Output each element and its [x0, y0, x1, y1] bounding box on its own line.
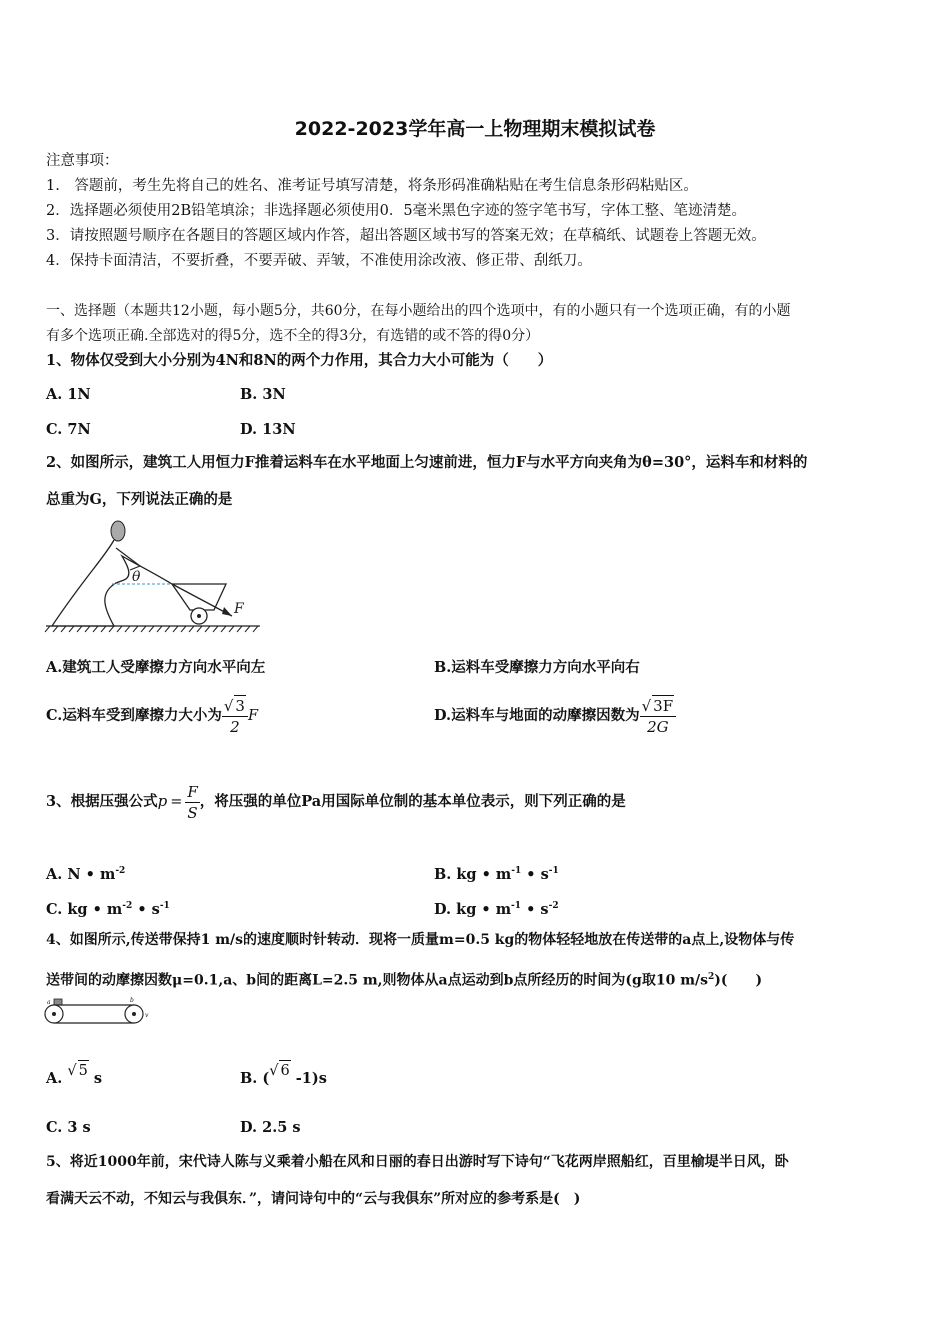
section-heading-line-2: 有多个选项正确.全部选对的得5分，选不全的得3分，有选错的或不答的得0分） [46, 328, 540, 344]
q2-stem-line-2: 总重为G，下列说法正确的是 [46, 491, 233, 508]
q4-option-a[interactable]: A. √ 5 s [46, 1068, 102, 1089]
q1-option-b[interactable]: B. 3N [240, 386, 286, 403]
velocity-v-label: v [145, 1012, 149, 1019]
q1-option-d[interactable]: D. 13N [240, 421, 296, 438]
page-title: 2022-2023学年高一上物理期末模拟试卷 [294, 118, 656, 140]
q3-equals: = [170, 794, 183, 810]
q3-p-symbol: p [157, 792, 168, 810]
notice-heading: 注意事项： [46, 153, 119, 169]
q1-option-c[interactable]: C. 7N [46, 421, 91, 438]
q4-stem-line-2: 送带间的动摩擦因数μ=0.1,a、b间的距离L=2.5 m,则物体从a点运动到b点所经历的时间为(g取10 $m/s^2$)( ) [46, 972, 763, 989]
ground-hatching [45, 626, 258, 632]
point-a-label: a [47, 999, 51, 1006]
conveyor-belt-figure [44, 996, 154, 1026]
q1-stem: 1、物体仅受到大小分别为4N和8N的两个力作用，其合力大小可能为（ ） [46, 352, 553, 369]
section-heading-line-1: 一、选择题（本题共12小题，每小题5分，共60分，在每小题给出的四个选项中，有的小题只有一个选项正确，有的小题 [46, 303, 791, 319]
q3-formula-fraction: $\frac{F}{S}$ [187, 782, 198, 822]
q2-option-a[interactable]: A.建筑工人受摩擦力方向水平向左 [46, 659, 266, 676]
q3-option-b[interactable]: B. kg • $m^{-1}$ • $s^{-1}$ [434, 865, 559, 883]
q3-stem-suffix: ，将压强的单位Pa用国际单位制的基本单位表示，则下列正确的是 [199, 793, 626, 810]
theta-label: θ [132, 569, 141, 585]
notice-item-4: 4．保持卡面清洁，不要折叠，不要弄破、弄皱，不准使用涂改液、修正带、刮纸刀。 [46, 253, 592, 269]
notice-item-1: 1. 答题前，考生先将自己的姓名、准考证号填写清楚，将条形码准确粘贴在考生信息条形码粘贴区。 [46, 178, 698, 194]
q3-option-d[interactable]: D. kg • $m^{-1}$ • $s^{-2}$ [434, 900, 559, 918]
worker-head-icon [111, 521, 125, 541]
q1-option-a[interactable]: A. 1N [46, 386, 91, 403]
q3-option-a[interactable]: A. N • $m^{-2}$ [46, 865, 126, 883]
q3-stem-prefix: 3、根据压强公式 [46, 793, 158, 810]
notice-item-3: 3．请按照题号顺序在各题目的答题区域内作答，超出答题区域书写的答案无效；在草稿纸、试题卷上答题无效。 [46, 228, 766, 244]
q2-option-c[interactable] [46, 695, 258, 737]
q2-option-c-text: C.运料车受到摩擦力大小为 [46, 707, 222, 724]
q2-option-d[interactable] [434, 695, 676, 737]
q4-option-d[interactable]: D. 2.5 s [240, 1119, 301, 1136]
q4-option-b[interactable]: B. (√ 6 -1)s [240, 1068, 327, 1089]
notice-item-2: 2．选择题必须使用2B铅笔填涂；非选择题必须使用0．5毫米黑色字迹的签字笔书写，字体工整、笔迹清楚。 [46, 203, 747, 219]
q2-option-d-fraction: $\frac{√ 3F}{2G}$ [640, 695, 677, 737]
cart-push-figure [44, 518, 264, 636]
q2-option-d-text: D.运料车与地面的动摩擦因数为 [434, 707, 640, 724]
q2-option-c-fraction: $\frac{√ 3}{2}$ [222, 695, 248, 737]
q2-stem-line-1: 2、如图所示，建筑工人用恒力F推着运料车在水平地面上匀速前进，恒力F与水平方向夹角为θ=30°，运料车和材料的 [46, 454, 808, 471]
q2-option-b[interactable]: B.运料车受摩擦力方向水平向右 [434, 659, 640, 676]
point-b-label: b [130, 997, 134, 1004]
q5-stem-line-1: 5、将近1000年前，宋代诗人陈与义乘着小船在风和日丽的春日出游时写下诗句“飞花两岸照船红，百里榆堤半日风，卧 [46, 1154, 789, 1170]
force-f-label: F [234, 601, 244, 617]
q2-option-c-var: F [247, 708, 259, 724]
q3-stem [46, 780, 626, 823]
q5-stem-line-2: 看满天云不动，不知云与我俱东．”，请问诗句中的“云与我俱东”所对应的参考系是( ) [46, 1191, 581, 1207]
q4-option-c[interactable]: C. 3 s [46, 1119, 91, 1136]
q3-option-c[interactable]: C. kg • $m^{-2}$ • $s^{-1}$ [46, 900, 170, 918]
q4-stem-line-1: 4、如图所示,传送带保持1 m/s的速度顺时针转动．现将一质量m=0.5 kg的物体轻轻地放在传送带的a点上,设物体与传 [46, 932, 795, 948]
worker-body-icon [52, 540, 172, 626]
block-icon [54, 999, 62, 1005]
